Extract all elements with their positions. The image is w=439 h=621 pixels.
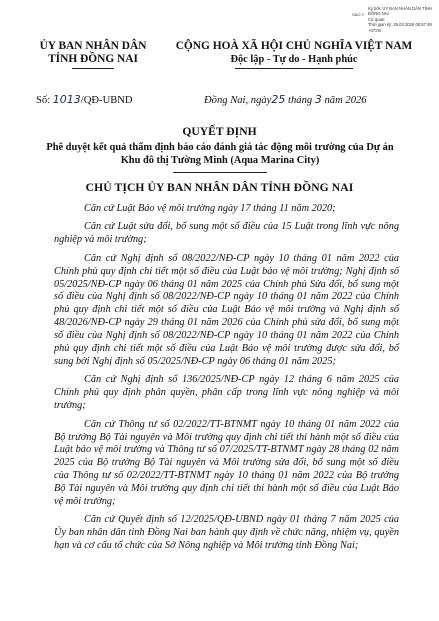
signature-signer: Ký bởi: ỦY BAN NHÂN DÂN TỈNH ĐỒNG NAI [368, 6, 432, 17]
legal-basis-paragraph: Căn cứ Nghị định số 08/2022/NĐ-CP ngày 10 tháng 01 năm 2022 của Chính phủ quy định chi tiết một số điều của Luật bảo vệ môi trường; Nghị định số 05/2025/NĐ-CP ngày 06 tháng 01 năm 2025 của Chính phủ Sửa đổi, bổ sung một số điều của Nghị định số 08/2022/NĐ-CP ngày 10 tháng 01 năm 2022 của Chính phủ quy định chi tiết một số điều của Luật Bảo vệ môi trường và Nghị định số 48/2026/NĐ-CP ngày 29 tháng 01 năm 2026 của Chính phủ sửa đổi, bổ sung một số điều của Nghị định số 08/2022/NĐ-CP ngày 10 tháng 01 năm 2022 của Chính phủ quy định chi tiết một số điều của Luật Bảo vệ môi trường được sửa đổi, bổ sung bởi Nghị định số 05/2025/NĐ-CP ngày 06 tháng 01 năm 2025; [54, 252, 399, 367]
document-number [36, 93, 133, 106]
digital-signature [368, 6, 438, 33]
org-name-line2: TỈNH ĐỒNG NAI [48, 53, 138, 65]
national-header [170, 40, 418, 69]
copy-badge: SAO Y [352, 12, 365, 17]
legal-basis-paragraph: Căn cứ Nghị định số 136/2025/NĐ-CP ngày 12 tháng 6 năm 2025 của Chính phủ quy định phân quyền, phân cấp trong lĩnh vực nông nghiệp và môi trường; [54, 374, 399, 412]
legal-basis-paragraph: Căn cứ Quyết định số 12/2025/QĐ-UBND ngày 01 tháng 7 năm 2025 của Ủy ban nhân dân tỉnh Đồng Nai ban hành quy định về chức năng, nhiệm vụ, quyền hạn và cơ cấu tổ chức của Sở Nông nghiệp và Môi trường tỉnh Đồng Nai; [54, 514, 399, 552]
issuing-authority-title: CHỦ TỊCH ỦY BAN NHÂN DÂN TỈNH ĐỒNG NAI [85, 181, 354, 194]
document-date [204, 93, 367, 106]
header-right-rule [235, 68, 353, 69]
document-title: QUYẾT ĐỊNH [182, 125, 257, 138]
org-name-line1: ỦY BAN NHÂN DÂN [39, 40, 147, 52]
doc-number-prefix: Số: [36, 95, 51, 106]
doc-number-suffix: /QĐ-UBND [80, 95, 133, 106]
date-mid: tháng [288, 95, 313, 106]
date-prefix: Đồng Nai, ngày [204, 95, 272, 106]
issuing-authority [30, 40, 156, 69]
national-motto: Độc lập - Tự do - Hạnh phúc [230, 54, 358, 65]
date-day: 25 [271, 93, 286, 106]
header-left-rule [72, 68, 114, 69]
legal-basis-paragraph: Căn cứ Luật Bảo vệ môi trường ngày 17 tháng 11 năm 2020; [84, 203, 336, 214]
legal-basis-paragraph: Căn cứ Luật sửa đổi, bổ sung một số điều của 15 Luật trong lĩnh vực nông nghiệp và môi trường; [54, 221, 399, 246]
nation-name: CỘNG HOÀ XÃ HỘI CHỦ NGHĨA VIỆT NAM [175, 40, 413, 52]
subtitle-rule [173, 172, 267, 173]
date-month: 3 [314, 93, 322, 106]
signature-agency: Cơ quan: [368, 16, 386, 22]
date-suffix: năm 2026 [324, 95, 367, 106]
doc-number-value: 1013 [52, 93, 81, 106]
signature-time: Thời gian ký: 25.03.2026 08:57:49 +07:00 [368, 22, 432, 33]
document-subtitle: Phê duyệt kết quả thẩm định báo cáo đánh giá tác động môi trường của Dự án Khu đô thị Tường Minh (Aqua Marina City) [46, 142, 394, 166]
legal-basis-paragraph: Căn cứ Thông tư số 02/2022/TT-BTNMT ngày 10 tháng 01 năm 2022 của Bộ trưởng Bộ Tài nguyên và Môi trường quy định chi tiết thi hành một số điều của Luật bảo vệ môi trường và Thông tư số 07/2025/TT-BTNMT ngày 28 tháng 02 năm 2025 của Bộ trưởng Bộ Tài nguyên và Môi trường sửa đổi, bổ sung một số điều của Thông tư số 02/2022/TT-BTNMT ngày 10 tháng 01 năm 2022 của Bộ trưởng Bộ Tài nguyên và Môi trường quy định chi tiết thi hành một số điều của Luật Bảo vệ môi trường; [54, 418, 399, 508]
document-body [54, 203, 399, 559]
